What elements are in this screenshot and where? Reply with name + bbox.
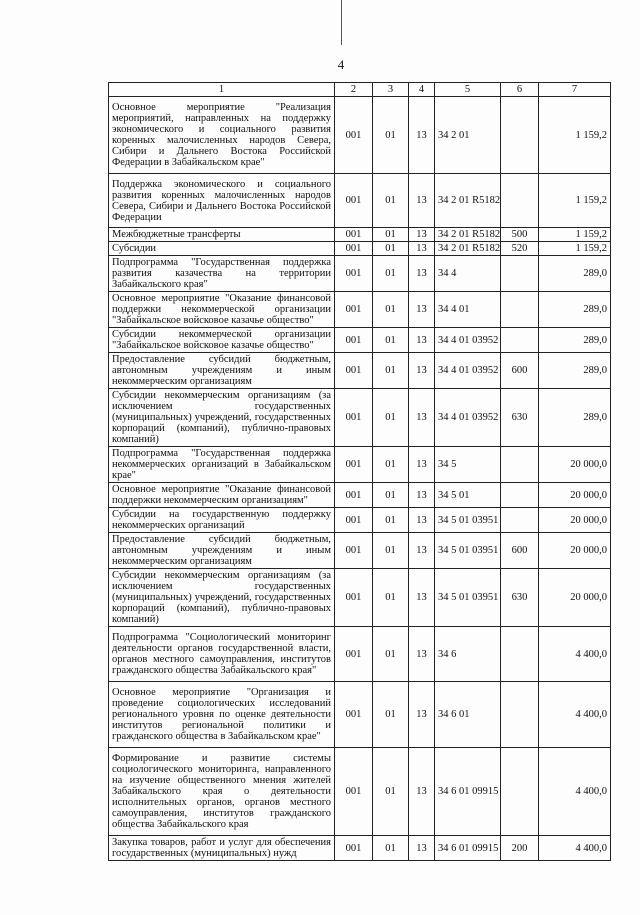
row-cell-c3: 01 [373, 682, 409, 748]
table-row [109, 533, 611, 569]
row-cell-c2: 001 [335, 447, 373, 483]
row-cell-c3: 01 [373, 627, 409, 682]
table-row [109, 353, 611, 389]
page-number: 4 [337, 57, 345, 72]
row-cell-c2: 001 [335, 242, 373, 256]
row-cell-c3: 01 [373, 748, 409, 836]
table-row [109, 389, 611, 447]
row-cell-c4: 13 [409, 389, 435, 447]
row-cell-c7: 20 000,0 [539, 447, 611, 483]
table-row [109, 242, 611, 256]
row-cell-c2: 001 [335, 292, 373, 328]
row-description: Субсидии [109, 242, 335, 256]
row-cell-c6: 520 [501, 242, 539, 256]
row-cell-c5: 34 4 [435, 256, 501, 292]
header-cell: 4 [409, 83, 435, 97]
row-cell-c4: 13 [409, 174, 435, 228]
row-cell-c7: 289,0 [539, 353, 611, 389]
row-cell-c5: 34 5 01 03951 [435, 508, 501, 533]
row-cell-c4: 13 [409, 483, 435, 508]
row-description: Формирование и развитие системы социологического мониторинга, направленного на изучение общественного мнения жителей Забайкальского края о деятельности исполнительных органов, органов местного самоуправления, институтов гражданского общества Забайкальского края [109, 748, 335, 836]
row-description: Предоставление субсидий бюджетным, автономным учреждениям и иным некоммерческим организациям [109, 353, 335, 389]
row-description: Межбюджетные трансферты [109, 228, 335, 242]
row-cell-c5: 34 2 01 R5182 [435, 228, 501, 242]
row-cell-c3: 01 [373, 389, 409, 447]
row-cell-c3: 01 [373, 174, 409, 228]
row-cell-c3: 01 [373, 836, 409, 861]
row-cell-c4: 13 [409, 508, 435, 533]
row-cell-c2: 001 [335, 174, 373, 228]
row-description: Основное мероприятие "Организация и проведение социологических исследований регионального уровня по оценке деятельности институтов региональной политики и гражданского общества в Забайкальском крае" [109, 682, 335, 748]
row-description: Подпрограмма "Государственная поддержка развития казачества на территории Забайкальского края" [109, 256, 335, 292]
row-cell-c3: 01 [373, 228, 409, 242]
row-cell-c5: 34 6 01 09915 [435, 748, 501, 836]
row-cell-c4: 13 [409, 256, 435, 292]
row-cell-c6: 500 [501, 228, 539, 242]
row-cell-c5: 34 4 01 03952 [435, 389, 501, 447]
row-cell-c4: 13 [409, 353, 435, 389]
row-cell-c4: 13 [409, 242, 435, 256]
row-cell-c6 [501, 328, 539, 353]
table-row [109, 682, 611, 748]
row-description: Закупка товаров, работ и услуг для обеспечения государственных (муниципальных) нужд [109, 836, 335, 861]
row-cell-c5: 34 5 01 [435, 483, 501, 508]
row-cell-c2: 001 [335, 483, 373, 508]
row-cell-c4: 13 [409, 97, 435, 174]
header-cell: 1 [109, 83, 335, 97]
row-cell-c2: 001 [335, 256, 373, 292]
header-cell: 5 [435, 83, 501, 97]
row-cell-c3: 01 [373, 483, 409, 508]
row-cell-c6: 630 [501, 569, 539, 627]
row-cell-c2: 001 [335, 682, 373, 748]
row-cell-c7: 4 400,0 [539, 836, 611, 861]
row-cell-c6 [501, 256, 539, 292]
row-description: Субсидии некоммерческой организации "Забайкальское войсковое казачье общество" [109, 328, 335, 353]
table-row [109, 228, 611, 242]
row-description: Подпрограмма "Государственная поддержка некоммерческих организаций в Забайкальском крае" [109, 447, 335, 483]
row-cell-c2: 001 [335, 97, 373, 174]
row-cell-c3: 01 [373, 97, 409, 174]
row-description: Поддержка экономического и социального развития коренных малочисленных народов Севера, Сибири и Дальнего Востока Российской Федерации [109, 174, 335, 228]
row-cell-c5: 34 6 01 09915 [435, 836, 501, 861]
row-cell-c7: 1 159,2 [539, 97, 611, 174]
row-cell-c5: 34 2 01 [435, 97, 501, 174]
row-cell-c2: 001 [335, 328, 373, 353]
row-cell-c6: 200 [501, 836, 539, 861]
row-cell-c4: 13 [409, 627, 435, 682]
row-cell-c5: 34 5 [435, 447, 501, 483]
row-cell-c7: 4 400,0 [539, 627, 611, 682]
row-cell-c6: 600 [501, 533, 539, 569]
row-cell-c2: 001 [335, 353, 373, 389]
row-cell-c4: 13 [409, 533, 435, 569]
row-cell-c2: 001 [335, 389, 373, 447]
row-cell-c3: 01 [373, 242, 409, 256]
row-cell-c2: 001 [335, 569, 373, 627]
row-cell-c5: 34 4 01 03952 [435, 353, 501, 389]
row-cell-c7: 1 159,2 [539, 242, 611, 256]
row-cell-c5: 34 4 01 [435, 292, 501, 328]
row-cell-c4: 13 [409, 447, 435, 483]
header-cell: 6 [501, 83, 539, 97]
row-cell-c5: 34 6 01 [435, 682, 501, 748]
row-cell-c4: 13 [409, 569, 435, 627]
row-cell-c5: 34 5 01 03951 [435, 569, 501, 627]
row-cell-c3: 01 [373, 328, 409, 353]
table-row [109, 174, 611, 228]
row-cell-c2: 001 [335, 748, 373, 836]
table-row [109, 97, 611, 174]
row-cell-c7: 20 000,0 [539, 533, 611, 569]
table-row [109, 627, 611, 682]
row-cell-c3: 01 [373, 353, 409, 389]
row-cell-c2: 001 [335, 508, 373, 533]
row-cell-c6 [501, 483, 539, 508]
row-cell-c5: 34 6 [435, 627, 501, 682]
row-cell-c3: 01 [373, 569, 409, 627]
header-cell: 3 [373, 83, 409, 97]
row-cell-c7: 1 159,2 [539, 174, 611, 228]
table-row [109, 483, 611, 508]
row-cell-c4: 13 [409, 328, 435, 353]
row-description: Субсидии некоммерческим организациям (за исключением государственных (муниципальных) учреждений, государственных корпораций (компаний), публично-правовых компаний) [109, 569, 335, 627]
table-row [109, 256, 611, 292]
row-cell-c7: 4 400,0 [539, 748, 611, 836]
row-cell-c4: 13 [409, 836, 435, 861]
table-row [109, 508, 611, 533]
row-cell-c7: 4 400,0 [539, 682, 611, 748]
table-body [109, 97, 611, 861]
header-cell: 7 [539, 83, 611, 97]
row-cell-c6 [501, 292, 539, 328]
header-cell: 2 [335, 83, 373, 97]
row-cell-c6 [501, 748, 539, 836]
budget-table [108, 82, 611, 861]
row-cell-c2: 001 [335, 228, 373, 242]
row-cell-c6 [501, 97, 539, 174]
row-description: Основное мероприятие "Оказание финансовой поддержки некоммерческим организациям" [109, 483, 335, 508]
row-cell-c6: 630 [501, 389, 539, 447]
row-cell-c7: 1 159,2 [539, 228, 611, 242]
table-row [109, 292, 611, 328]
row-cell-c2: 001 [335, 533, 373, 569]
row-cell-c7: 289,0 [539, 328, 611, 353]
row-cell-c6 [501, 508, 539, 533]
row-cell-c5: 34 5 01 03951 [435, 533, 501, 569]
row-cell-c3: 01 [373, 292, 409, 328]
row-description: Основное мероприятие "Оказание финансовой поддержки некоммерческой организации "Забайкальское войсковое казачье общество" [109, 292, 335, 328]
row-cell-c2: 001 [335, 627, 373, 682]
row-description: Субсидии на государственную поддержку некоммерческих организаций [109, 508, 335, 533]
table-row [109, 836, 611, 861]
row-cell-c7: 289,0 [539, 256, 611, 292]
row-cell-c5: 34 4 01 03952 [435, 328, 501, 353]
row-cell-c6 [501, 447, 539, 483]
row-description: Подпрограмма "Социологический мониторинг деятельности органов государственной власти, органов местного самоуправления, институтов гражданского общества Забайкальского края" [109, 627, 335, 682]
row-cell-c3: 01 [373, 256, 409, 292]
row-cell-c7: 20 000,0 [539, 508, 611, 533]
row-cell-c2: 001 [335, 836, 373, 861]
table-row [109, 748, 611, 836]
table-row [109, 569, 611, 627]
fold-line [341, 0, 342, 45]
row-cell-c4: 13 [409, 748, 435, 836]
table-row [109, 447, 611, 483]
row-cell-c6 [501, 682, 539, 748]
row-cell-c7: 20 000,0 [539, 483, 611, 508]
header-row [109, 83, 611, 97]
row-cell-c6: 600 [501, 353, 539, 389]
row-cell-c6 [501, 627, 539, 682]
row-description: Субсидии некоммерческим организациям (за исключением государственных (муниципальных) учреждений, государственных корпораций (компаний), публично-правовых компаний) [109, 389, 335, 447]
row-cell-c7: 20 000,0 [539, 569, 611, 627]
row-cell-c7: 289,0 [539, 292, 611, 328]
row-cell-c5: 34 2 01 R5182 [435, 242, 501, 256]
row-cell-c6 [501, 174, 539, 228]
row-cell-c4: 13 [409, 228, 435, 242]
row-cell-c3: 01 [373, 533, 409, 569]
row-cell-c3: 01 [373, 447, 409, 483]
row-cell-c3: 01 [373, 508, 409, 533]
table-row [109, 328, 611, 353]
row-description: Предоставление субсидий бюджетным, автономным учреждениям и иным некоммерческим организациям [109, 533, 335, 569]
row-cell-c5: 34 2 01 R5182 [435, 174, 501, 228]
row-cell-c7: 289,0 [539, 389, 611, 447]
row-description: Основное мероприятие "Реализация мероприятий, направленных на поддержку экономического и социального развития коренных малочисленных народов Севера, Сибири и Дальнего Востока Российской Федерации в Забайкальском крае" [109, 97, 335, 174]
row-cell-c4: 13 [409, 292, 435, 328]
row-cell-c4: 13 [409, 682, 435, 748]
